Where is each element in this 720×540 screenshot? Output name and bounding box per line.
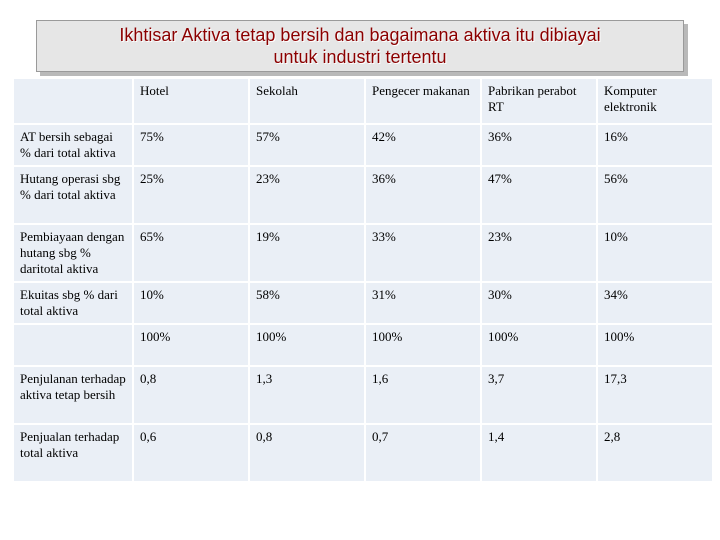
table-cell: 23%	[482, 225, 596, 281]
table-cell: 2,8	[598, 425, 712, 481]
table-cell: 57%	[250, 125, 364, 165]
row-label: Penjulanan terhadap aktiva tetap bersih	[14, 367, 132, 423]
row-label	[14, 325, 132, 365]
table-cell: 10%	[134, 283, 248, 323]
table-row	[14, 425, 712, 481]
header-cell-sekolah: Sekolah	[250, 79, 364, 123]
header-cell-empty	[14, 79, 132, 123]
table-cell: 58%	[250, 283, 364, 323]
table-cell: 30%	[482, 283, 596, 323]
table-row	[14, 167, 712, 223]
table-cell: 42%	[366, 125, 480, 165]
header-row	[14, 79, 712, 123]
table-cell: 1,3	[250, 367, 364, 423]
table-cell: 16%	[598, 125, 712, 165]
table-row	[14, 125, 712, 165]
table-cell: 0,8	[134, 367, 248, 423]
table-cell: 56%	[598, 167, 712, 223]
table-cell: 100%	[134, 325, 248, 365]
table-cell: 34%	[598, 283, 712, 323]
table-row	[14, 225, 712, 281]
table-cell: 65%	[134, 225, 248, 281]
table-cell: 0,7	[366, 425, 480, 481]
table-cell: 23%	[250, 167, 364, 223]
table-cell: 3,7	[482, 367, 596, 423]
table-row-total	[14, 325, 712, 365]
row-label: Pembiayaan dengan hutang sbg % daritotal aktiva	[14, 225, 132, 281]
table-cell: 1,4	[482, 425, 596, 481]
table-cell: 36%	[366, 167, 480, 223]
table-cell: 25%	[134, 167, 248, 223]
table-row	[14, 367, 712, 423]
row-label: Ekuitas sbg % dari total aktiva	[14, 283, 132, 323]
table-cell: 100%	[250, 325, 364, 365]
header-cell-hotel: Hotel	[134, 79, 248, 123]
table-cell: 1,6	[366, 367, 480, 423]
table-cell: 75%	[134, 125, 248, 165]
row-label: AT bersih sebagai % dari total aktiva	[14, 125, 132, 165]
table-cell: 36%	[482, 125, 596, 165]
table-cell: 31%	[366, 283, 480, 323]
header-cell-pengecer: Pengecer makanan	[366, 79, 480, 123]
table-cell: 17,3	[598, 367, 712, 423]
table-cell: 0,8	[250, 425, 364, 481]
row-label: Penjualan terhadap total aktiva	[14, 425, 132, 481]
title-line-1: Ikhtisar Aktiva tetap bersih dan bagaimana aktiva itu dibiayai	[119, 25, 601, 45]
header-cell-komputer: Komputer elektronik	[598, 79, 712, 123]
table-cell: 47%	[482, 167, 596, 223]
table-cell: 100%	[482, 325, 596, 365]
table-cell: 10%	[598, 225, 712, 281]
data-table	[12, 77, 714, 483]
slide-title	[36, 20, 684, 72]
row-label: Hutang operasi sbg % dari total aktiva	[14, 167, 132, 223]
table-cell: 0,6	[134, 425, 248, 481]
title-line-2: untuk industri tertentu	[273, 47, 447, 67]
table-cell: 33%	[366, 225, 480, 281]
table-cell: 100%	[598, 325, 712, 365]
table-cell: 19%	[250, 225, 364, 281]
header-cell-pabrikan: Pabrikan perabot RT	[482, 79, 596, 123]
table-row	[14, 283, 712, 323]
table-cell: 100%	[366, 325, 480, 365]
